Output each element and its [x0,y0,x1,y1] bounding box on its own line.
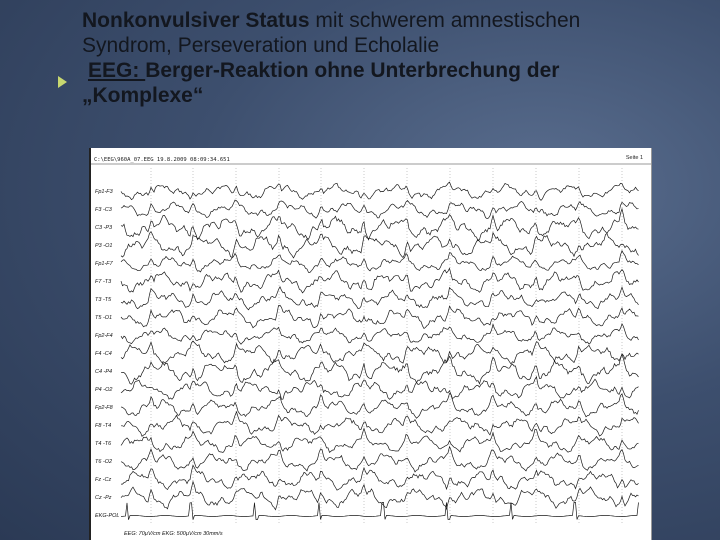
eeg-trace [121,354,639,384]
channel-label: P4 -O2 [95,387,113,393]
eeg-recording [89,148,652,540]
eeg-trace [121,412,639,437]
title-rest: mit schwerem amnestischen [309,9,581,32]
eeg-trace [121,482,639,510]
channel-label: F7 -T3 [95,279,112,285]
eeg-trace [121,324,639,344]
title-line-2: Syndrom, Perseveration und Echolalie [82,34,440,57]
eeg-trace [121,394,639,419]
channel-label: Cz -Pz [95,495,112,501]
eeg-trace [121,341,639,365]
title-line-3 [82,58,702,83]
eeg-footer-scale: EEG: 70µV/cm EKG: 500µV/cm 30mm/s [124,531,223,537]
channel-label: Fz -Cz [95,477,112,483]
channel-label: F4 -C4 [95,351,112,357]
eeg-trace [121,377,639,400]
eeg-trace-canvas [91,148,651,540]
channel-label: F8 -T4 [95,423,112,429]
eeg-header-page: Seite 1 [625,155,643,161]
slide-title [82,8,702,108]
title-line-1 [82,8,702,33]
channel-label: T3 -T5 [95,297,112,303]
eeg-trace [121,182,639,200]
channel-label: C3 -P3 [95,225,113,231]
title-eeg-rest: Berger-Reaktion ohne Unterbrechung der [145,59,560,82]
channel-label: Fp1-F7 [95,261,113,267]
eeg-trace [121,305,639,328]
eeg-trace [121,465,639,490]
title-eeg-underlined: EEG: [88,59,146,82]
channel-label: F3 -C3 [95,207,112,213]
eeg-trace [121,268,639,293]
title-line-4: „Komplexe“ [82,84,204,107]
eeg-trace [121,447,639,472]
channel-label: P3 -O1 [95,243,113,249]
channel-label: C4 -P4 [95,369,113,375]
eeg-trace [121,251,639,273]
eeg-trace [121,209,639,241]
eeg-trace [121,287,639,310]
eeg-trace [121,232,639,258]
channel-label: T4 -T6 [95,441,112,447]
channel-label: T6 -O2 [95,459,113,465]
channel-label: EKG-POL [95,513,120,519]
eeg-trace [121,200,639,219]
ekg-trace [121,502,639,519]
channel-label: Fp2-F4 [95,333,113,339]
bullet-arrow-icon [58,76,67,88]
channel-label: T5 -O1 [95,315,113,321]
eeg-header-file: C:\EEG\960A_07.EEG 19.8.2009 08:09:34.651 [94,157,230,163]
title-bold: Nonkonvulsiver Status [82,9,310,32]
channel-label: Fp2-F8 [95,405,113,411]
channel-label: Fp1-F3 [95,189,113,195]
